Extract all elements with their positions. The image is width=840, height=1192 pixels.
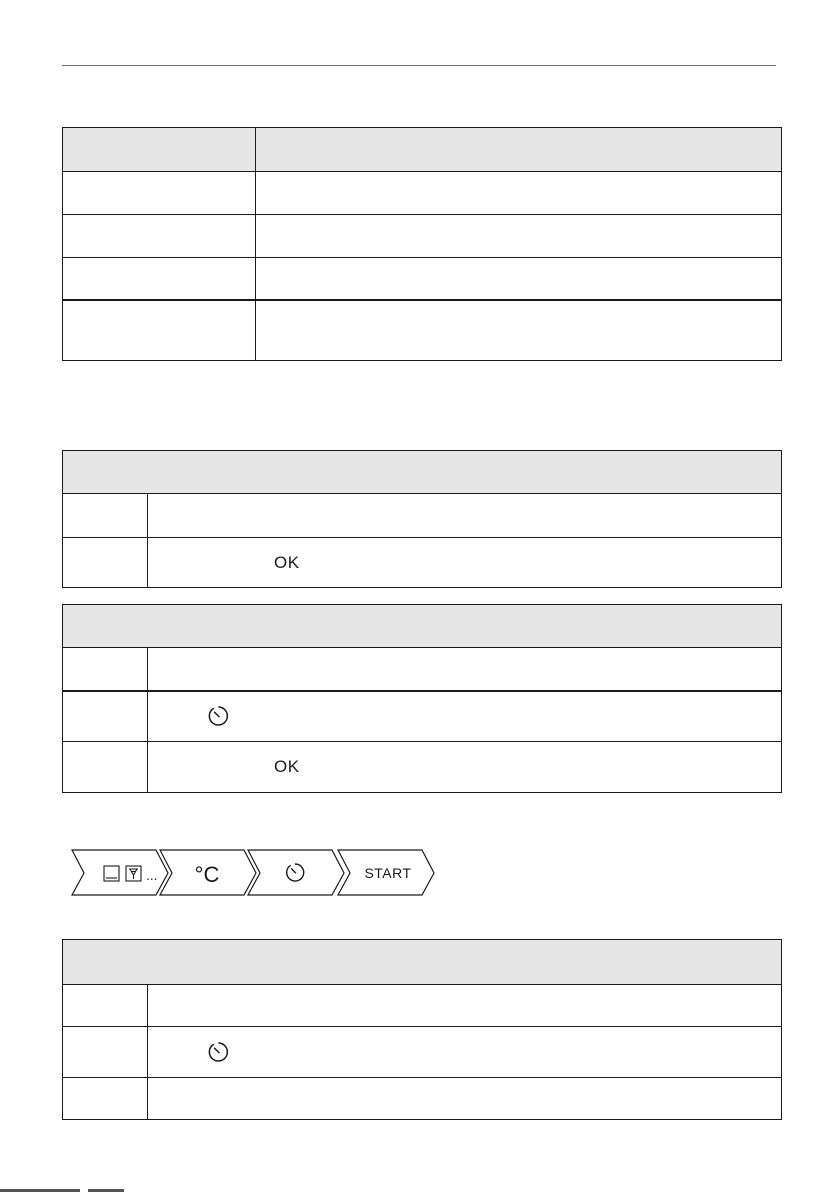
table-cell (256, 258, 782, 300)
step-number (63, 1078, 148, 1120)
table-cell (63, 215, 256, 258)
table-cell (63, 300, 256, 361)
info-table (62, 127, 782, 361)
table-cell (256, 172, 782, 215)
operation-sequence (70, 848, 440, 898)
step-number (63, 691, 148, 742)
procedure-table (62, 939, 782, 1120)
step-text (148, 1078, 782, 1120)
table-row (63, 538, 782, 588)
step-cell (148, 1027, 782, 1078)
step-cell (148, 538, 782, 588)
more-functions-ellipsis: ... (146, 869, 158, 883)
step-number (63, 742, 148, 793)
start-label: START (364, 865, 412, 881)
step-cell (148, 691, 782, 742)
table-header-row (63, 605, 782, 648)
ok-button-symbol: OK (274, 552, 300, 572)
table-header-row (63, 451, 782, 494)
table-cell (63, 258, 256, 300)
timer-icon (208, 704, 230, 728)
table-row (63, 648, 782, 691)
header-rule (62, 65, 776, 66)
table-cell (256, 300, 782, 361)
column-header (256, 128, 782, 172)
step-number (63, 538, 148, 588)
timer-icon (208, 1040, 230, 1064)
page-footer-fragment (0, 1188, 130, 1192)
table-row (63, 985, 782, 1027)
table-heading (63, 940, 782, 985)
table-cell (63, 172, 256, 215)
table-heading (63, 605, 782, 648)
table-row (63, 1027, 782, 1078)
temperature-symbol: °C (194, 862, 220, 887)
step-number (63, 648, 148, 691)
table-header-row (63, 128, 782, 172)
step-text (148, 985, 782, 1027)
table-cell (256, 215, 782, 258)
step-text (148, 494, 782, 538)
ok-button-symbol: OK (274, 757, 300, 776)
column-header (63, 128, 256, 172)
table-row (63, 691, 782, 742)
step-number (63, 985, 148, 1027)
table-row (63, 742, 782, 793)
procedure-table (62, 604, 782, 793)
step-number (63, 494, 148, 538)
table-row (63, 172, 782, 215)
table-row (63, 258, 782, 300)
step-text (148, 648, 782, 691)
step-cell (148, 742, 782, 793)
table-row (63, 1078, 782, 1120)
procedure-table (62, 450, 782, 588)
table-heading (63, 451, 782, 494)
table-row (63, 215, 782, 258)
table-row (63, 494, 782, 538)
table-row (63, 300, 782, 361)
table-header-row (63, 940, 782, 985)
step-number (63, 1027, 148, 1078)
